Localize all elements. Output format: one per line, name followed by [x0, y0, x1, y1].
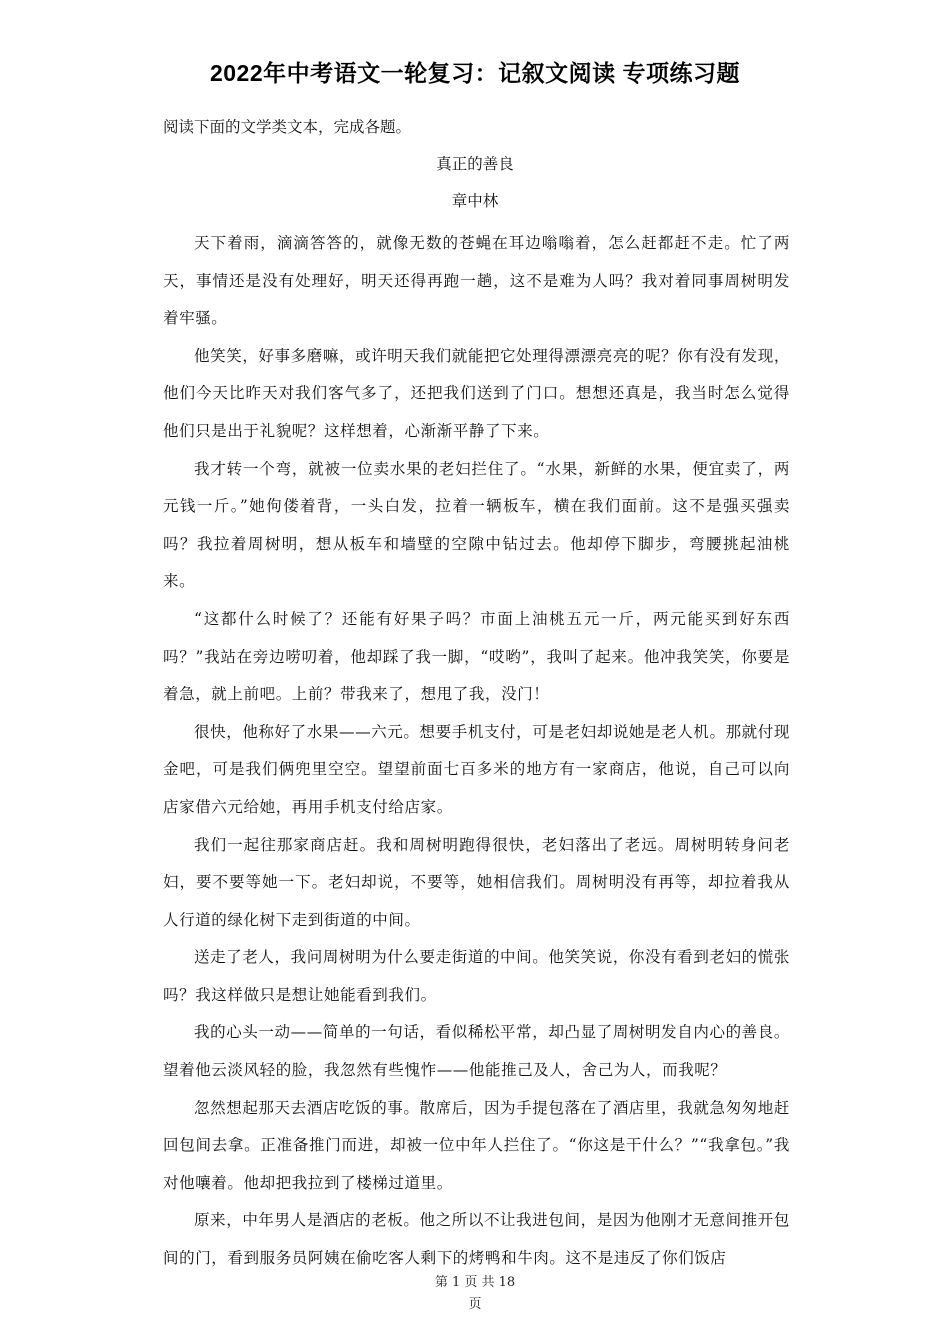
story-paragraph: 很快，他称好了水果——六元。想要手机支付，可是老妇却说她是老人机。那就付现金吧，可是我们俩兜里空空。望望前面七百多米的地方有一家商店，他说，自己可以向店家借六元给她，再用手机支付给店家。: [163, 722, 790, 816]
page-number-text-continued: 页: [468, 1297, 482, 1312]
document-title: 2022年中考语文一轮复习：记叙文阅读 专项练习题: [209, 60, 741, 86]
story-title: 真正的善良: [436, 155, 514, 173]
reading-instruction: 阅读下面的文学类文本，完成各题。: [163, 118, 412, 136]
page-footer: [0, 1272, 950, 1316]
story-paragraph: 我们一起往那家商店赶。我和周树明跑得很快，老妇落出了老远。周树明转身问老妇，要不要等她一下。老妇却说，不要等，她相信我们。周树明没有再等，却拉着我从人行道的绿化树下走到街道的中间。: [163, 835, 790, 929]
story-paragraph: 原来，中年男人是酒店的老板。他之所以不让我进包间，是因为他刚才无意间推开包间的门，看到服务员阿姨在偷吃客人剩下的烤鸭和牛肉。这不是违反了你们饭店: [163, 1211, 790, 1268]
story-paragraph: 忽然想起那天去酒店吃饭的事。散席后，因为手提包落在了酒店里，我就急匆匆地赶回包间去拿。正准备推门而进，却被一位中年人拦住了。“你这是干什么？”“我拿包。”我对他嚷着。他却把我拉到了楼梯过道里。: [163, 1098, 790, 1192]
story-paragraph: 我的心头一动——简单的一句话，看似稀松平常，却凸显了周树明发自内心的善良。望着他云淡风轻的脸，我忽然有些愧怍——他能推己及人，舍己为人，而我呢？: [163, 1023, 790, 1080]
story-paragraph: 天下着雨，滴滴答答的，就像无数的苍蝇在耳边嗡嗡着，怎么赶都赶不走。忙了两天，事情还是没有处理好，明天还得再跑一趟，这不是难为人吗？我对着同事周树明发着牢骚。: [163, 234, 790, 328]
story-paragraph: 送走了老人，我问周树明为什么要走街道的中间。他笑笑说，你没有看到老妇的慌张吗？我这样做只是想让她能看到我们。: [163, 948, 790, 1004]
story-paragraph: 他笑笑，好事多磨嘛，或许明天我们就能把它处理得漂漂亮亮的呢？你有没有发现，他们今天比昨天对我们客气多了，还把我们送到了门口。想想还真是，我当时怎么觉得他们只是出于礼貌呢？这样想着，心渐渐平静了下来。: [163, 346, 790, 440]
story-paragraph: “这都什么时候了？还能有好果子吗？市面上油桃五元一斤，两元能买到好东西吗？”我站在旁边唠叨着，他却踩了我一脚，“哎哟”，我叫了起来。他冲我笑笑，你要是着急，就上前吧。上前？带我来了，想甩了我，没门！: [163, 609, 790, 704]
page-number-text: 第 1 页 共 18: [434, 1275, 516, 1290]
story-paragraph: 我才转一个弯，就被一位卖水果的老妇拦住了。“水果，新鲜的水果，便宜卖了，两元钱一斤。”她佝偻着背，一头白发，拉着一辆板车，横在我们面前。这不是强买强卖吗？我拉着周树明，想从板车和墙壁的空隙中钻过去。他却停下脚步，弯腰挑起油桃来。: [163, 459, 790, 591]
story-author: 章中林: [451, 192, 499, 210]
story-body: [163, 225, 790, 1278]
